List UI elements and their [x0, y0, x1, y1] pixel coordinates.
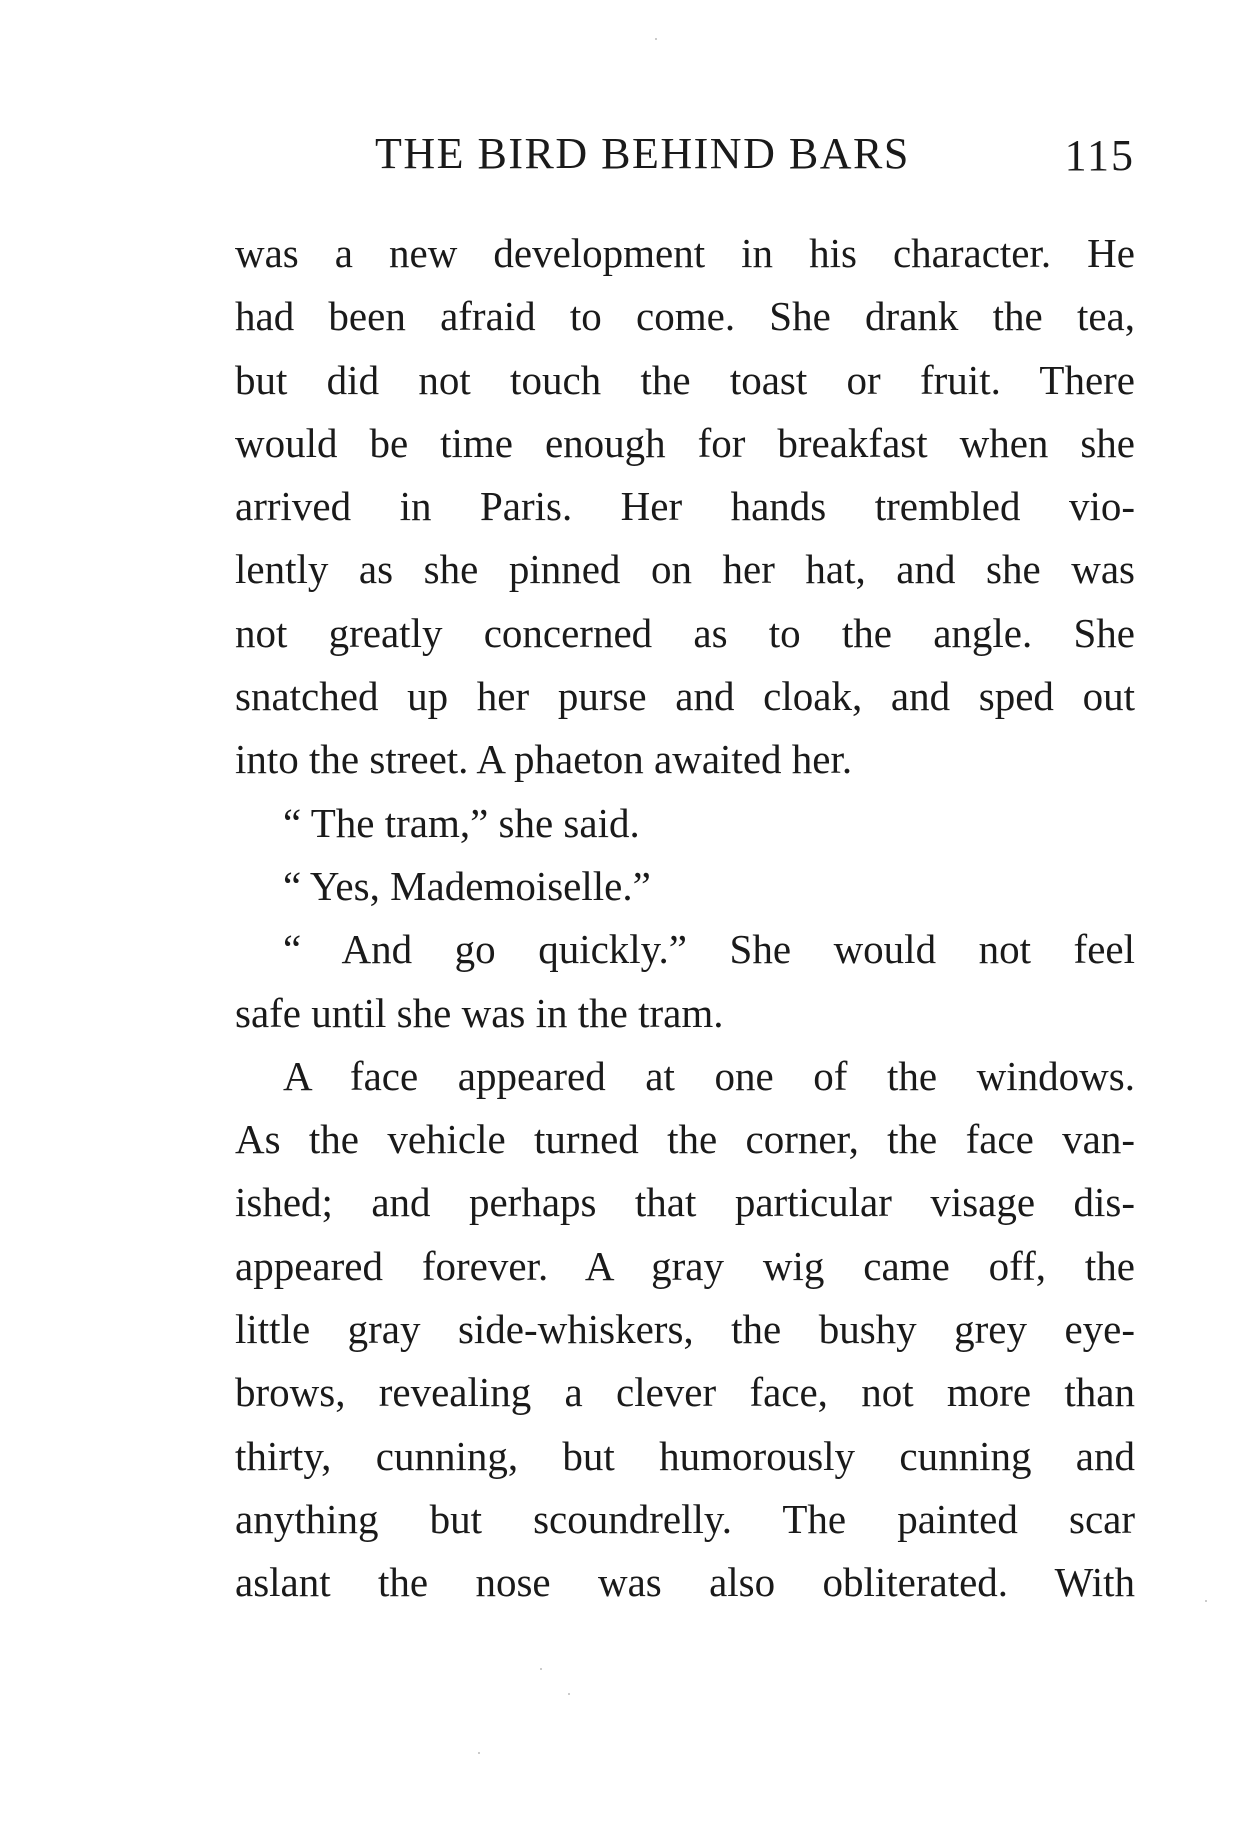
text-line: thirty, cunning, but humorously cunning and	[235, 1432, 1135, 1479]
page-number: 115	[1064, 131, 1135, 180]
running-head	[235, 128, 1135, 178]
text-line: “ And go quickly.” She would not feel	[283, 926, 1135, 973]
text-line: anything but scoundrelly. The painted scar	[235, 1495, 1135, 1542]
text-line: ished; and perhaps that particular visage dis-	[235, 1179, 1135, 1226]
text-line: appeared forever. A gray wig came off, the	[235, 1242, 1135, 1289]
text-line: aslant the nose was also obliterated. With	[235, 1559, 1135, 1606]
running-title: THE BIRD BEHIND BARS	[375, 129, 910, 178]
text-line: but did not touch the toast or fruit. There	[235, 356, 1135, 403]
text-line: was a new development in his character. He	[235, 230, 1135, 276]
paper-speck	[1205, 1600, 1207, 1602]
text-line: “ Yes, Mademoiselle.”	[283, 862, 651, 909]
text-line: snatched up her purse and cloak, and sped out	[235, 673, 1135, 720]
paper-speck	[655, 38, 657, 40]
text-line: brows, revealing a clever face, not more than	[235, 1369, 1135, 1416]
paper-speck	[540, 1668, 542, 1670]
paper-speck	[568, 1693, 570, 1695]
text-line: As the vehicle turned the corner, the face van-	[235, 1116, 1135, 1163]
text-line: not greatly concerned as to the angle. She	[235, 609, 1135, 656]
paper-speck	[478, 1752, 480, 1754]
body-text	[235, 222, 1135, 1615]
text-line: would be time enough for breakfast when she	[235, 419, 1135, 466]
text-line: safe until she was in the tram.	[235, 989, 724, 1036]
text-line: A face appeared at one of the windows.	[283, 1052, 1135, 1099]
text-line: had been afraid to come. She drank the tea,	[235, 293, 1135, 340]
text-line: into the street. A phaeton awaited her.	[235, 736, 853, 783]
text-line: arrived in Paris. Her hands trembled vio-	[235, 483, 1135, 530]
text-line: little gray side-whiskers, the bushy grey eye-	[235, 1306, 1135, 1353]
text-line: lently as she pinned on her hat, and she was	[235, 546, 1135, 593]
text-line: “ The tram,” she said.	[283, 799, 640, 846]
